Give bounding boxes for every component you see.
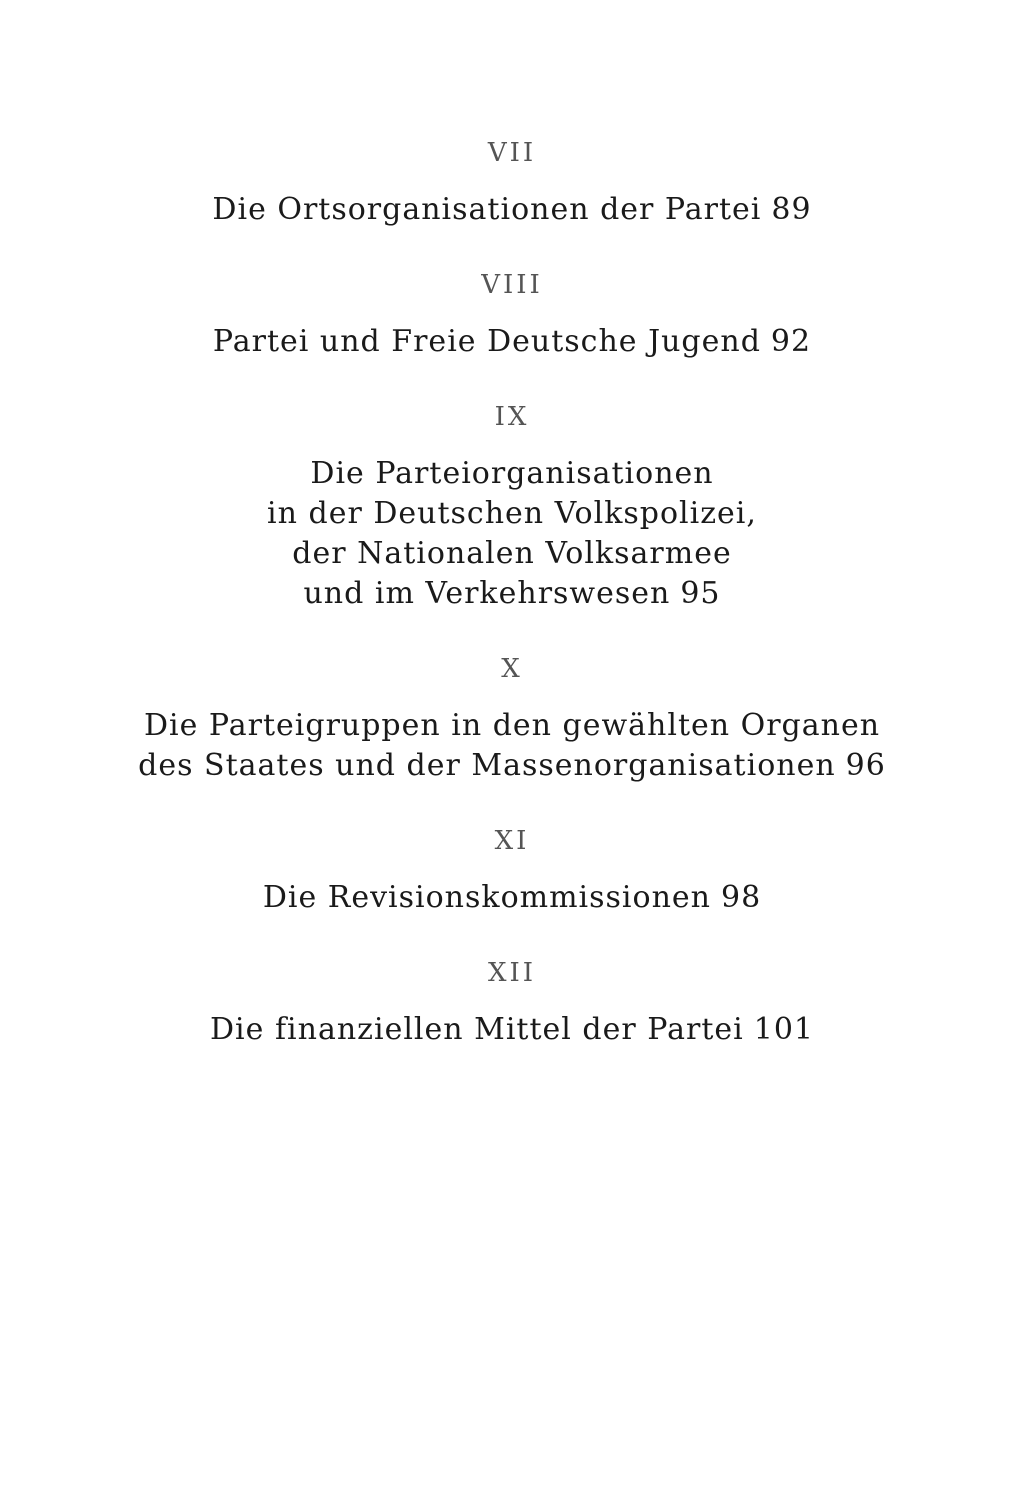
chapter-numeral: VIII: [481, 270, 543, 300]
toc-entry-xi: [0, 826, 1024, 918]
toc-entry-ix: [0, 402, 1024, 614]
toc-entry-xii: [0, 958, 1024, 1050]
chapter-numeral: IX: [494, 402, 530, 432]
toc-entry-x: [0, 654, 1024, 786]
chapter-title-line: Die Parteiorganisationen: [310, 456, 714, 491]
toc-entry-viii: [0, 270, 1024, 362]
chapter-title: [0, 878, 1024, 918]
chapter-title: [0, 706, 1024, 786]
chapter-title: [0, 1010, 1024, 1050]
chapter-title-line: Die Revisionskommissionen 98: [262, 880, 762, 915]
page-number: 89: [771, 192, 812, 227]
chapter-title-line: des Staates und der Massenorganisationen 96: [138, 748, 886, 783]
chapter-title: [0, 322, 1024, 362]
chapter-title: [0, 454, 1024, 614]
chapter-title: [0, 190, 1024, 230]
chapter-title-line: und im Verkehrswesen 95: [303, 576, 721, 611]
toc-entry-vii: [0, 138, 1024, 230]
chapter-numeral: VII: [487, 138, 537, 168]
chapter-title-line: Partei und Freie Deutsche Jugend 92: [212, 324, 812, 359]
chapter-title-line: Die finanziellen Mittel der Partei 101: [210, 1012, 814, 1047]
chapter-title-line: der Nationalen Volksarmee: [292, 536, 732, 571]
chapter-title-line: Die Parteigruppen in den gewählten Organen: [143, 708, 881, 743]
chapter-numeral: XII: [487, 958, 537, 988]
table-of-contents: [0, 138, 1024, 1050]
page-number: 98: [720, 880, 762, 915]
chapter-title-line: in der Deutschen Volkspolizei,: [267, 496, 757, 531]
page-number: 95: [680, 576, 721, 611]
page-number: 101: [753, 1012, 814, 1047]
chapter-numeral: XI: [494, 826, 530, 856]
chapter-numeral: X: [501, 654, 523, 684]
page-number: 92: [770, 324, 812, 359]
page-number: 96: [845, 748, 886, 783]
chapter-title-line: Die Ortsorganisationen der Partei 89: [212, 192, 812, 227]
